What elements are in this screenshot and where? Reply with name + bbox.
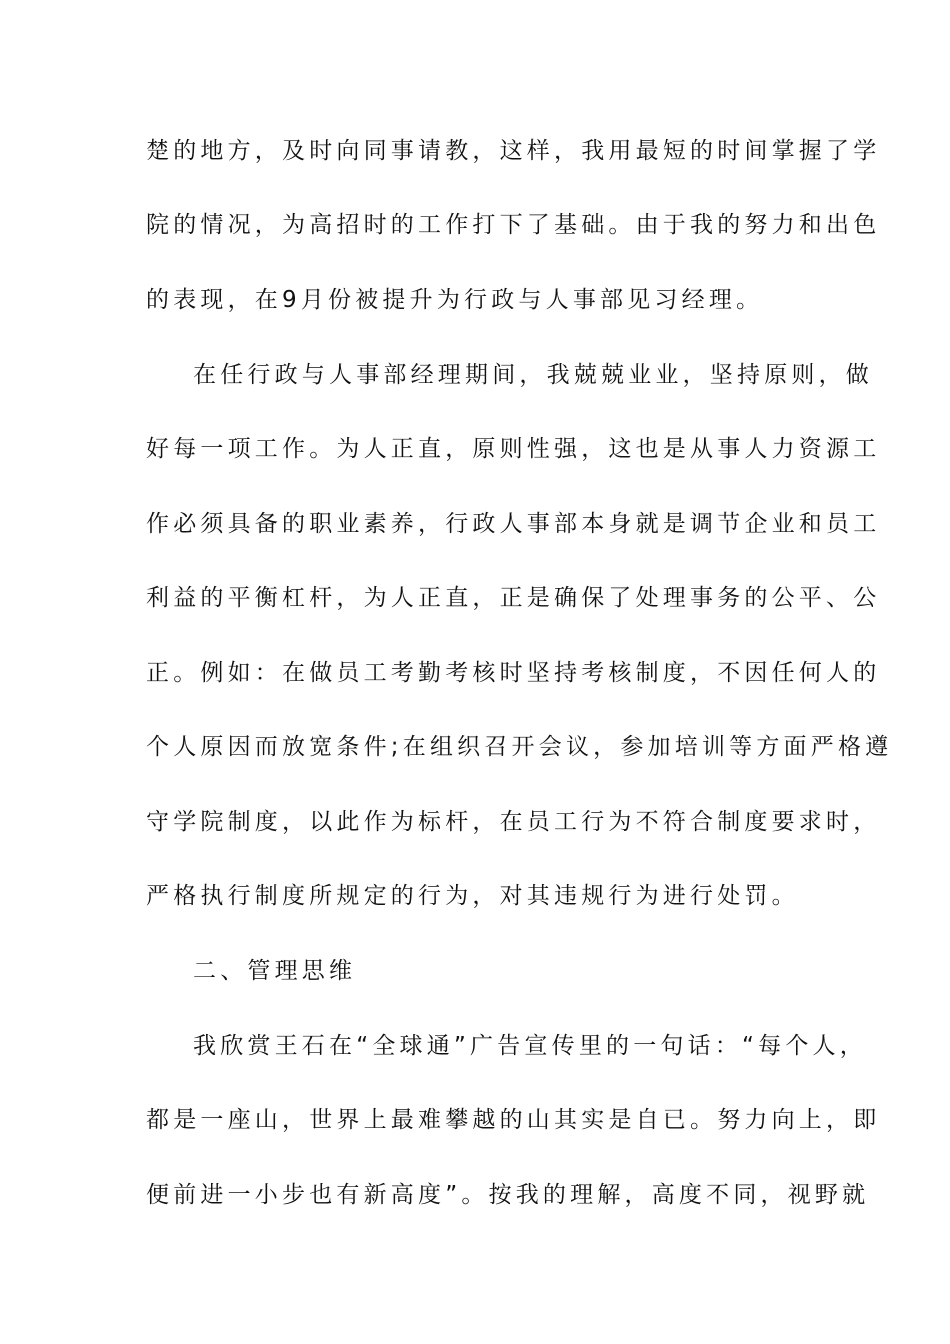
text-line: 的表现，在9月份被提升为行政与人事部见习经理。 [146,287,764,313]
section-heading: 二、管理思维 [193,958,357,984]
text-line: 便前进一小步也有新高度”。按我的理解，高度不同，视野就 [146,1182,870,1208]
text-line: 正。例如：在做员工考勤考核时坚持考核制度，不因任何人的 [146,660,881,686]
text-line: 好每一项工作。为人正直，原则性强，这也是从事人力资源工 [146,436,881,462]
text-line: 利益的平衡杠杆，为人正直，正是确保了处理事务的公平、公 [146,585,881,611]
text-line: 守学院制度，以此作为标杆，在员工行为不符合制度要求时， [146,809,881,835]
paragraph-first-line: 在任行政与人事部经理期间，我兢兢业业，坚持原则，做 [193,362,873,388]
text-line: 院的情况，为高招时的工作打下了基础。由于我的努力和出色 [146,212,881,238]
text-line: 楚的地方，及时向同事请教，这样，我用最短的时间掌握了学 [146,138,881,164]
text-line: 作必须具备的职业素养，行政人事部本身就是调节企业和员工 [146,511,881,537]
text-line: 个人原因而放宽条件;在组织召开会议，参加培训等方面严格遵 [146,734,893,760]
text-line: 都是一座山，世界上最难攀越的山其实是自已。努力向上，即 [146,1107,881,1133]
text-line: 严格执行制度所规定的行为，对其违规行为进行处罚。 [146,883,799,909]
paragraph-first-line: 我欣赏王石在“全球通”广告宣传里的一句话：“每个人， [193,1033,867,1059]
